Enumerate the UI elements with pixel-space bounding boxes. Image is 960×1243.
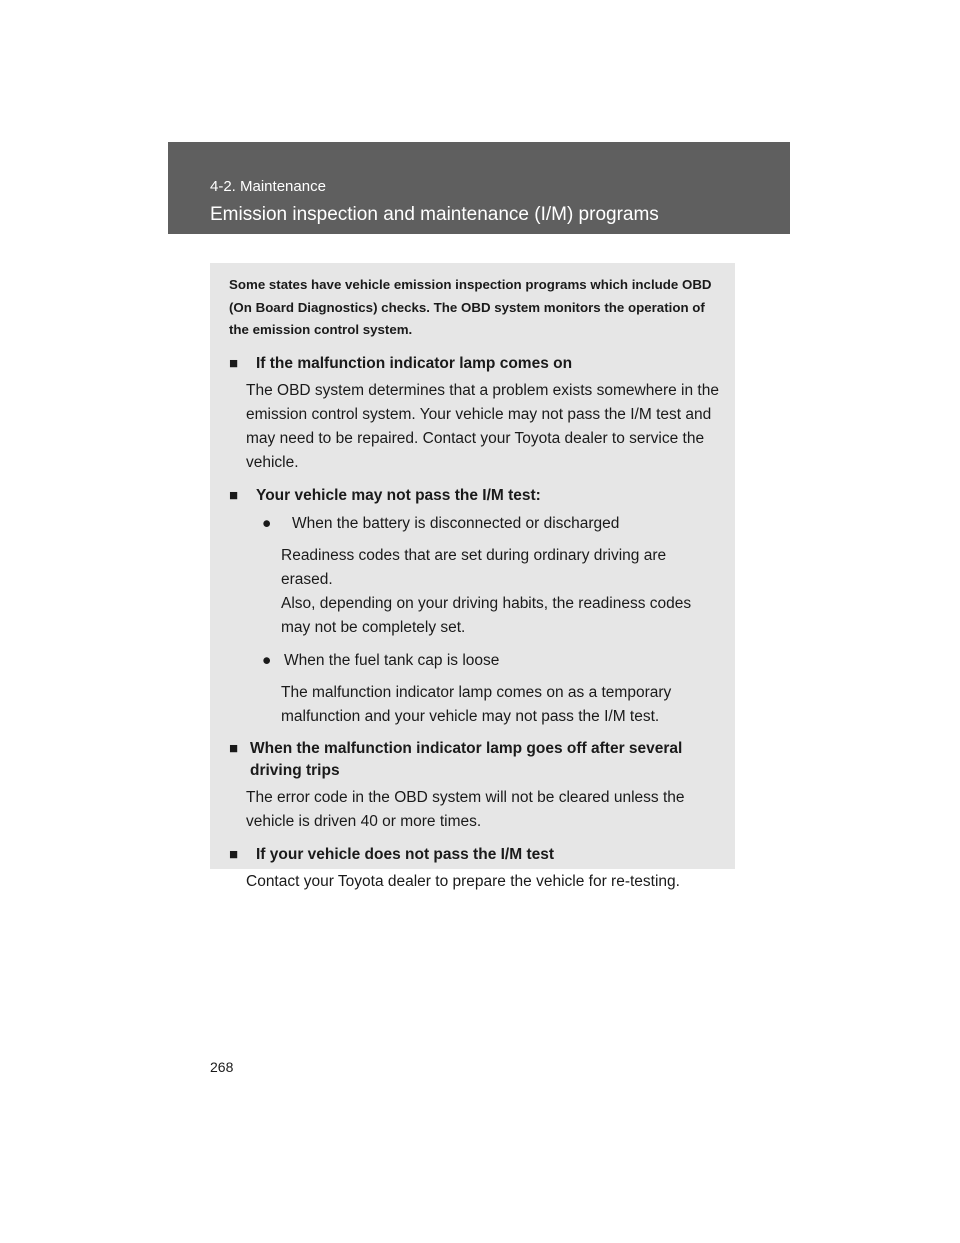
intro-text: Some states have vehicle emission inspection programs which include OBD (On Board Diagnostics) checks. The OBD system monitors the operation of the emission control system. [229, 277, 712, 337]
bullet-text-line: Readiness codes that are set during ordinary driving are erased. [281, 546, 667, 588]
section-label: 4-2. Maintenance [210, 178, 326, 195]
bullet-title: When the fuel tank cap is loose [284, 651, 500, 669]
square-bullet-icon: ■ [229, 486, 239, 504]
section-heading-lamp-on [229, 353, 721, 375]
bullet-text: The malfunction indicator lamp comes on as a temporary malfunction and your vehicle may not pass the I/M test. [281, 683, 672, 725]
bullet-battery [262, 512, 721, 536]
header-band [168, 142, 790, 234]
square-bullet-icon: ■ [229, 845, 239, 863]
circle-bullet-icon: ● [262, 651, 272, 669]
section-body: The OBD system determines that a problem exists somewhere in the emission control system. Your vehicle may not pass the I/M test and may need to be repaired. Contact your Toyota dealer to service the vehicle. [246, 381, 719, 471]
section-heading-text: Your vehicle may not pass the I/M test: [256, 486, 541, 504]
page-number: 268 [210, 1059, 234, 1075]
section-heading-text: If your vehicle does not pass the I/M test [256, 845, 555, 863]
bullet-text-line: Also, depending on your driving habits, the readiness codes may not be completely set. [281, 594, 692, 636]
bullet-title: When the battery is disconnected or discharged [292, 514, 620, 532]
page-title: Emission inspection and maintenance (I/M) programs [210, 204, 659, 225]
square-bullet-icon: ■ [229, 739, 239, 757]
info-box [210, 263, 735, 890]
section-heading-text: If the malfunction indicator lamp comes on [256, 354, 573, 372]
section-body: The error code in the OBD system will not be cleared unless the vehicle is driven 40 or more times. [246, 788, 685, 830]
section-heading-text: When the malfunction indicator lamp goes off after several driving trips [250, 739, 683, 779]
square-bullet-icon: ■ [229, 354, 239, 372]
section-heading-not-pass [229, 844, 721, 866]
section-heading-lamp-off [229, 738, 721, 782]
bullet-text [281, 544, 721, 640]
circle-bullet-icon: ● [262, 514, 272, 532]
section-heading-may-not-pass [229, 485, 721, 507]
section-body: Contact your Toyota dealer to prepare the vehicle for re-testing. [246, 872, 680, 890]
bullet-fuel-cap [262, 649, 721, 673]
